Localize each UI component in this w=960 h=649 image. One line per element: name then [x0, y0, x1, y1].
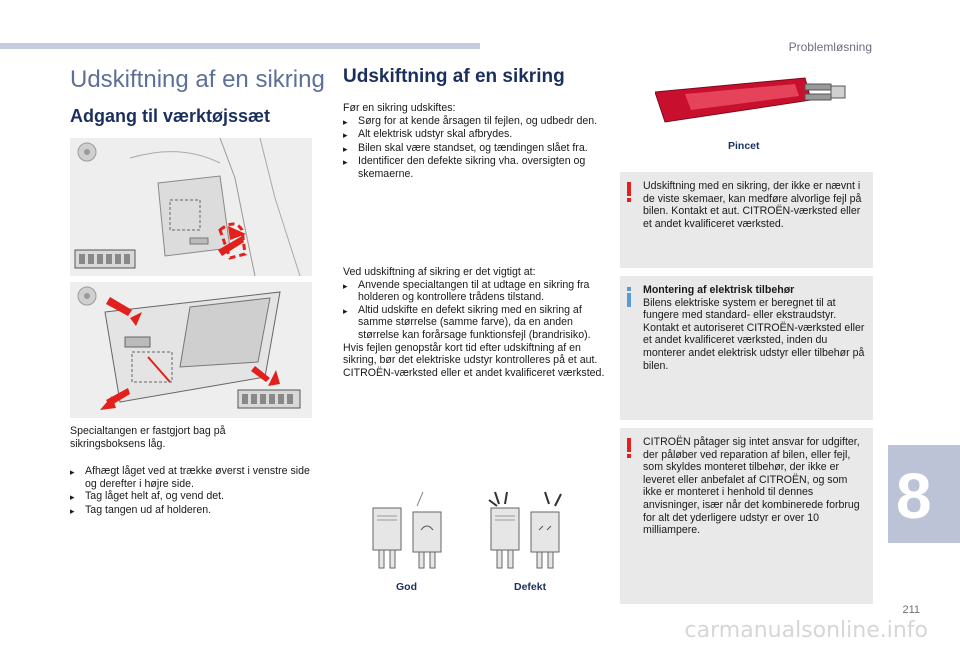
info-icon — [627, 287, 631, 307]
info-text: Bilens elektriske system er beregnet til at fungere med standard- eller ekstraudstyr. Kontakt et autoriseret CITROËN-værksted eller et andet kvalificeret værksted, inden du monterer andet elektrisk udstyr eller tilbehør på bilen. — [643, 296, 865, 372]
before-intro: Før en sikring udskiftes: — [343, 102, 456, 114]
list-item: ▸ Afhægt låget ved at trække øverst i venstre side og derefter i højre side. — [70, 465, 310, 490]
label-defect: Defekt — [514, 581, 547, 593]
fuse-box-icon — [238, 390, 300, 408]
list-item: ▸ Altid udskifte en defekt sikring med en sikring af samme størrelse (samme farve), da en anden størrelse kan forårsage funktionsfejl (brandrisiko). — [343, 303, 591, 341]
fuse-box-icon — [75, 250, 135, 268]
tool-intro: Specialtangen er fastgjort bag på sikringsboksens låg. — [70, 425, 226, 450]
pliers-illustration — [655, 70, 850, 135]
illustration-fuses — [365, 490, 595, 580]
important-intro: Ved udskiftning af sikring er det vigtigt at: — [343, 266, 536, 278]
page-title: Udskiftning af en sikring — [70, 66, 325, 93]
list-item: ▸ Tag tangen ud af holderen. — [70, 503, 212, 516]
before-replacement — [343, 102, 598, 181]
steering-wheel-icon — [78, 287, 96, 305]
warning-icon — [627, 438, 631, 458]
list-item: ▸ Alt elektrisk udstyr skal afbrydes. — [343, 128, 513, 141]
steering-wheel-icon — [78, 143, 96, 161]
watermark: carmanualsonline.info — [684, 618, 928, 643]
chapter-number: 8 — [896, 460, 932, 532]
section-heading: Udskiftning af en sikring — [343, 66, 565, 87]
list-item: ▸ Tag låget helt af, og vend det. — [70, 490, 224, 503]
list-item: ▸ Bilen skal være standset, og tændingen slået fra. — [343, 141, 588, 154]
section-title: Problemløsning — [788, 40, 872, 54]
fuse-defect-icon — [489, 492, 561, 568]
header-bar — [0, 43, 480, 49]
warning-icon — [627, 182, 631, 202]
important-notes — [343, 266, 605, 379]
list-item: ▸ Sørg for at kende årsagen til fejlen, og udbedr den. — [343, 114, 598, 127]
list-item: ▸ Identificer den defekte sikring vha. oversigten og skemaerne. — [343, 155, 586, 180]
chapter-tab — [888, 445, 960, 543]
info-box — [620, 276, 873, 420]
illustration-dashboard-fusebox — [70, 138, 312, 276]
closing-text: Hvis fejlen genopstår kort tid efter udskiftning af en sikring, bør det elektriske udstyr kontrolleres på et aut. CITROËN-værksted eller et andet kvalificeret værksted. — [343, 341, 605, 379]
subtitle-tool-access: Adgang til værktøjssæt — [70, 106, 271, 126]
warning-text-2: CITROËN påtager sig intet ansvar for udgifter, der påløber ved reparation af bilen, eller fejl, som skyldes monteret tilbehør, der ikke er leveret eller anbefalet af CITROËN, og som ikke er monteret i henhold til dennes anvisninger, især når det kombinerede forbrug for alt det yderligere udstyr er over 10 milliampere. — [643, 436, 860, 537]
label-good: God — [396, 581, 417, 593]
illustration-lid-open — [70, 282, 312, 418]
pliers-icon — [655, 78, 845, 122]
pliers-caption: Pincet — [728, 140, 760, 152]
info-title: Montering af elektrisk tilbehør — [643, 284, 795, 296]
warning-box-1 — [620, 172, 873, 268]
warning-text-1: Udskiftning med en sikring, der ikke er nævnt i de viste skemaer, kan medføre alvorlige fejl på bilen. Kontakt et aut. CITROËN-værksted eller et andet kvalificeret værksted. — [643, 180, 862, 230]
fuse-good-icon — [373, 492, 441, 568]
page-number: 211 — [902, 604, 920, 616]
tool-steps — [70, 465, 320, 517]
warning-box-2 — [620, 428, 873, 604]
list-item: ▸ Anvende specialtangen til at udtage en sikring fra holderen og kontrollere trådens tilstand. — [343, 278, 590, 304]
info-content — [643, 284, 869, 372]
